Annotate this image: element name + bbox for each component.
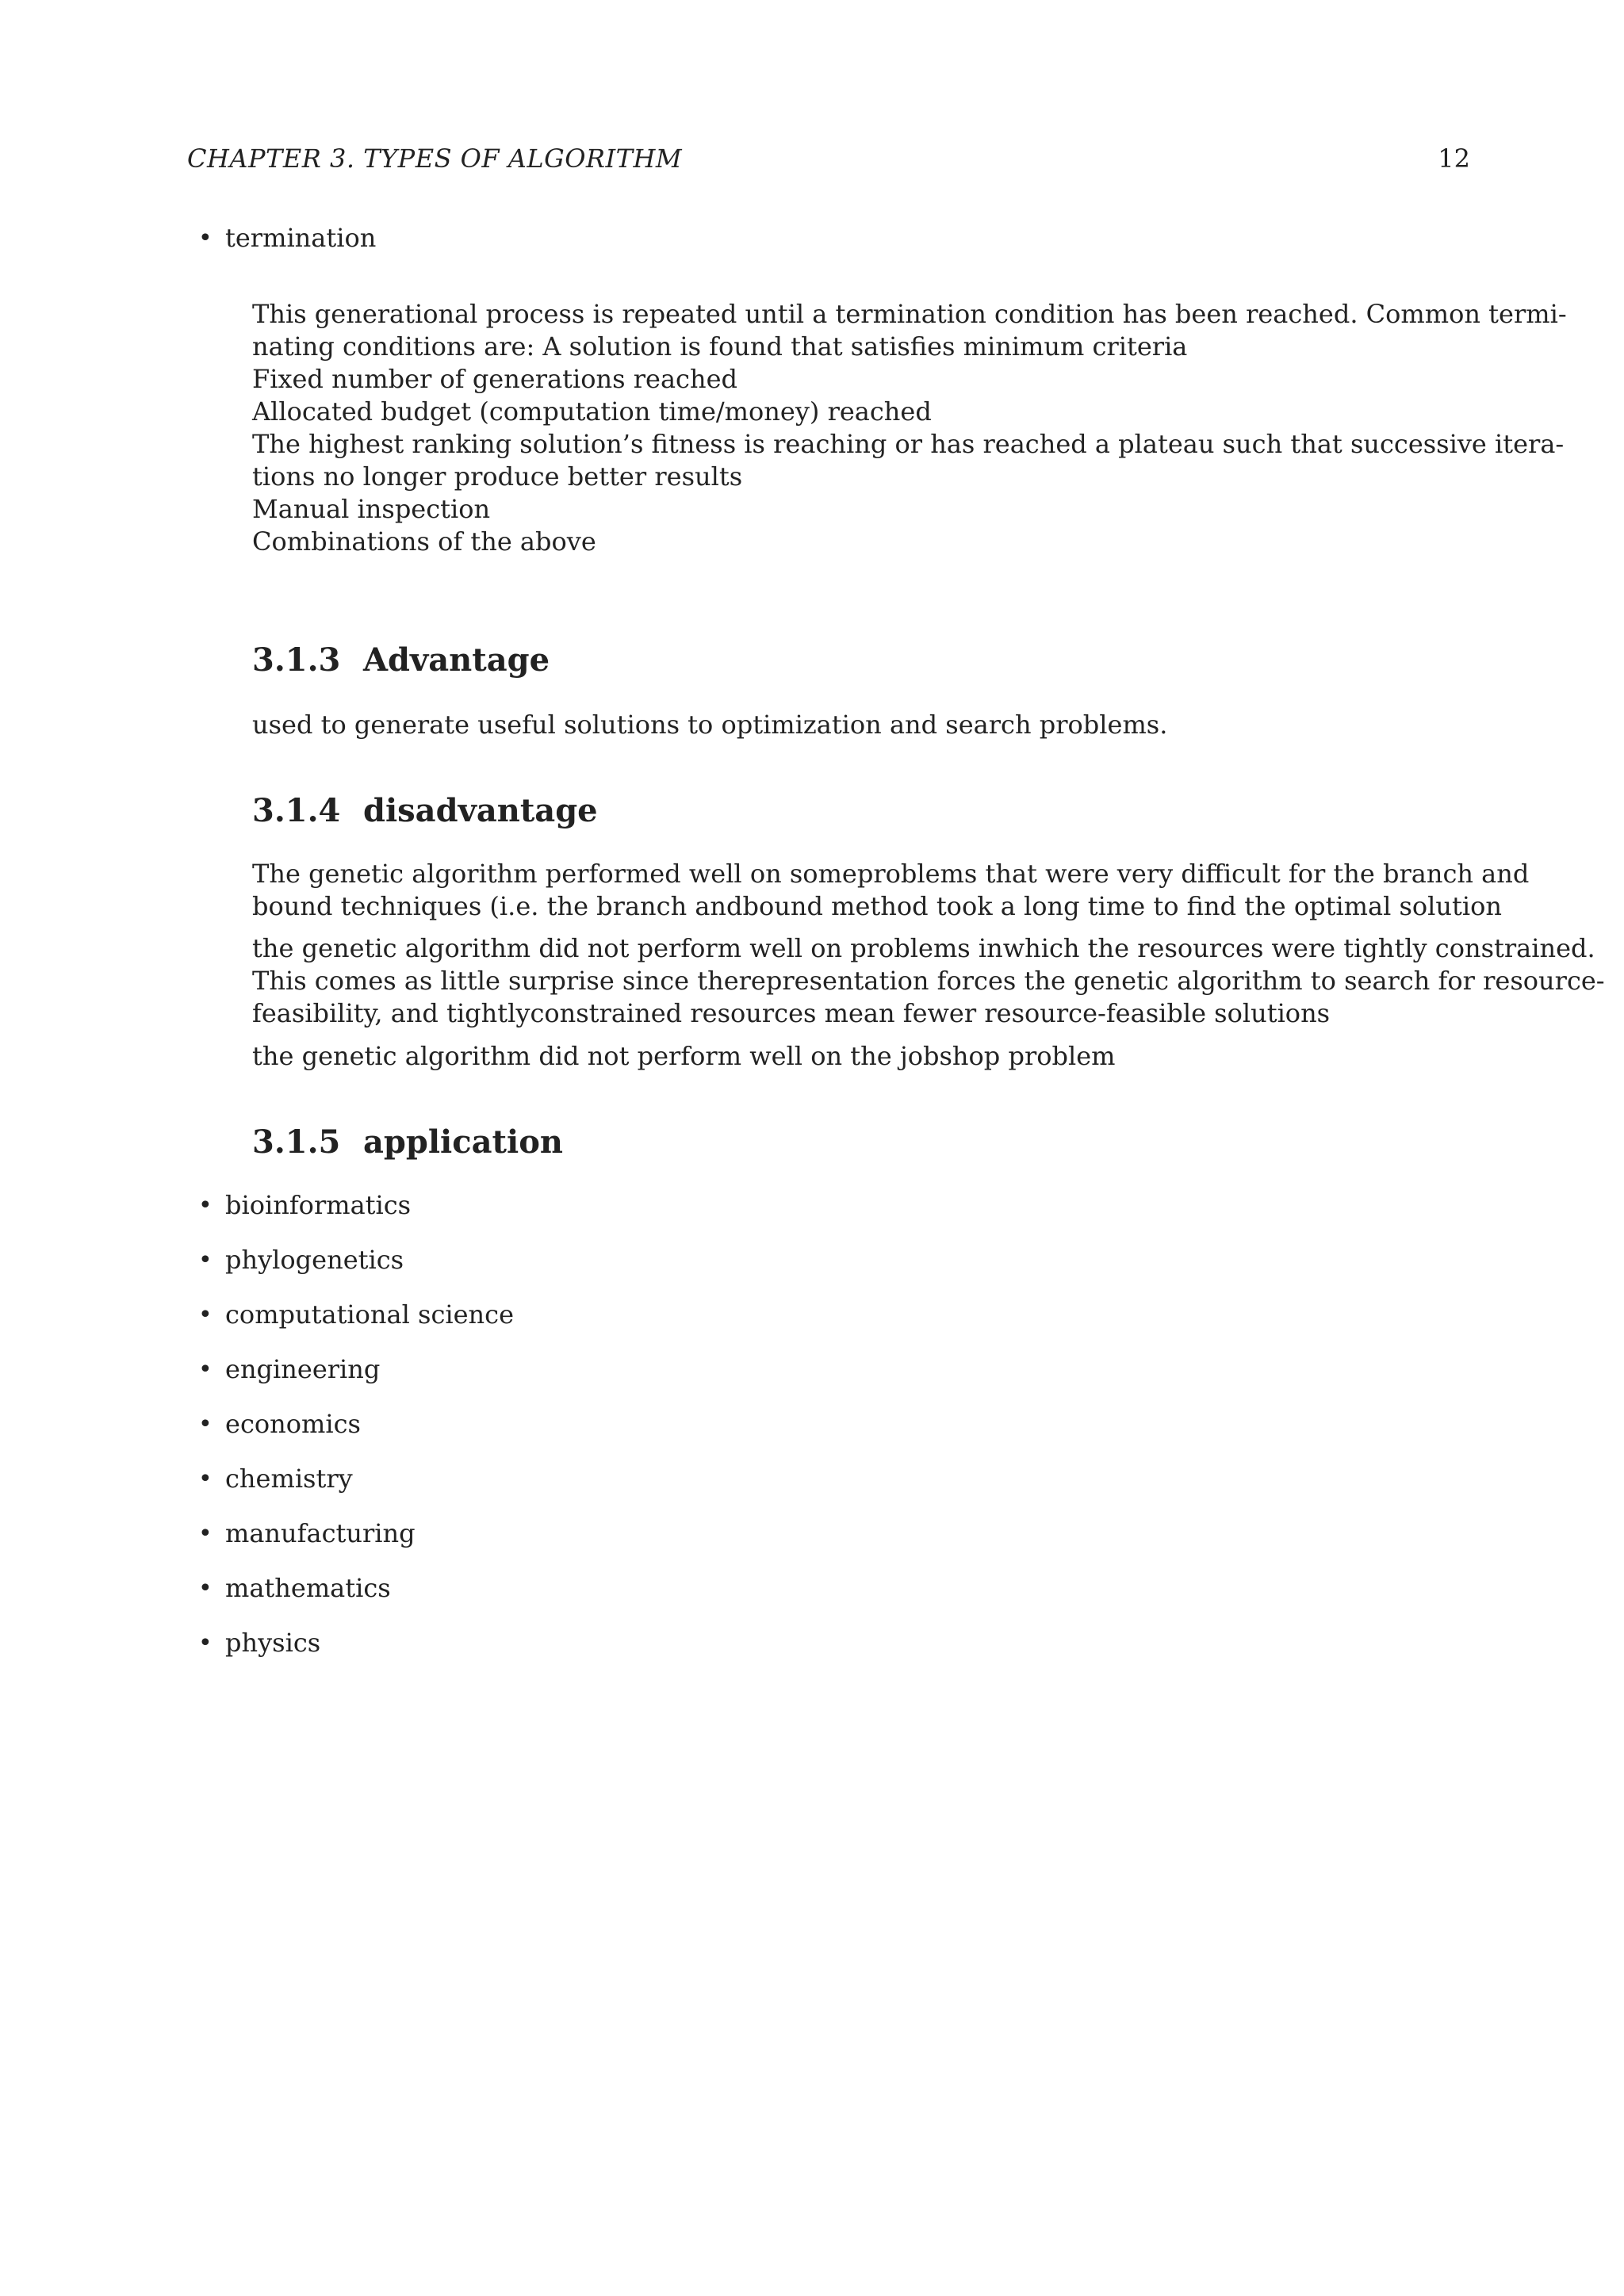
list-item	[198, 1353, 381, 1386]
list-item	[198, 1517, 416, 1550]
list-item	[198, 1572, 391, 1605]
list-item	[198, 1299, 514, 1331]
text-line: The highest ranking solution’s fitness is reaching or has reached a plateau such that successive itera-	[252, 429, 1565, 459]
text-line: the genetic algorithm did not perform well on the jobshop problem	[252, 1041, 1116, 1071]
section-heading-disadvantage	[252, 791, 598, 831]
text-line: Fixed number of generations reached	[252, 364, 737, 394]
disadvantage-paragraph-1	[252, 858, 1530, 923]
list-item-label: bioinformatics	[225, 1190, 412, 1220]
text-line: bound techniques (i.e. the branch andbound method took a long time to find the optimal solution	[252, 891, 1502, 921]
list-item	[198, 1408, 361, 1441]
disadvantage-paragraph-3	[252, 1040, 1470, 1073]
bullet-icon: •	[198, 224, 213, 252]
text-line: Allocated budget (computation time/money) reached	[252, 396, 932, 427]
bullet-icon: •	[198, 1520, 213, 1548]
list-item	[198, 1463, 353, 1495]
text-line: Combinations of the above	[252, 526, 596, 557]
list-item-label: mathematics	[225, 1573, 391, 1603]
list-item-label: engineering	[225, 1354, 381, 1384]
text-line: nating conditions are: A solution is found that satisfies minimum criteria	[252, 331, 1188, 362]
section-title: Advantage	[363, 641, 550, 679]
text-line: feasibility, and tightlyconstrained resources mean fewer resource-feasible solutions	[252, 998, 1331, 1028]
bullet-icon: •	[198, 1246, 213, 1274]
bullet-icon: •	[198, 1301, 213, 1329]
page-number: 12	[1438, 144, 1470, 174]
section-title: application	[363, 1123, 563, 1161]
list-item-label: termination	[225, 223, 377, 253]
bullet-icon: •	[198, 1575, 213, 1602]
bullet-icon: •	[198, 1356, 213, 1383]
disadvantage-paragraph-2	[252, 932, 1605, 1030]
list-item-label: economics	[225, 1409, 361, 1439]
chapter-title: CHAPTER 3. TYPES OF ALGORITHM	[187, 144, 683, 174]
section-title: disadvantage	[363, 792, 598, 829]
list-item-label: manufacturing	[225, 1518, 416, 1548]
bullet-icon: •	[198, 1629, 213, 1657]
list-item	[198, 1627, 321, 1659]
list-item	[198, 1244, 404, 1276]
bullet-icon: •	[198, 1465, 213, 1493]
bullet-icon: •	[198, 1410, 213, 1438]
text-line: tions no longer produce better results	[252, 461, 743, 492]
advantage-paragraph	[252, 709, 1470, 741]
section-number: 3.1.5	[252, 1123, 341, 1161]
text-line: This comes as little surprise since therepresentation forces the genetic algorithm to search for resource-	[252, 966, 1605, 996]
text-line: Manual inspection	[252, 494, 491, 524]
list-item-label: computational science	[225, 1299, 514, 1330]
bullet-icon: •	[198, 1192, 213, 1219]
text-line: This generational process is repeated until a termination condition has been reached. Common termi-	[252, 299, 1567, 329]
list-item	[198, 1189, 412, 1222]
termination-paragraph	[252, 298, 1567, 558]
list-item-label: phylogenetics	[225, 1245, 404, 1275]
text-line: used to generate useful solutions to optimization and search problems.	[252, 710, 1168, 740]
section-heading-advantage	[252, 641, 550, 680]
text-line: the genetic algorithm did not perform well on problems inwhich the resources were tightly constrained.	[252, 933, 1595, 963]
list-item-label: chemistry	[225, 1464, 353, 1494]
section-number: 3.1.4	[252, 792, 341, 829]
section-heading-application	[252, 1123, 563, 1162]
list-item-label: physics	[225, 1628, 321, 1658]
text-line: The genetic algorithm performed well on someproblems that were very difficult for the branch and	[252, 859, 1530, 889]
list-item	[198, 222, 377, 254]
section-number: 3.1.3	[252, 641, 341, 679]
